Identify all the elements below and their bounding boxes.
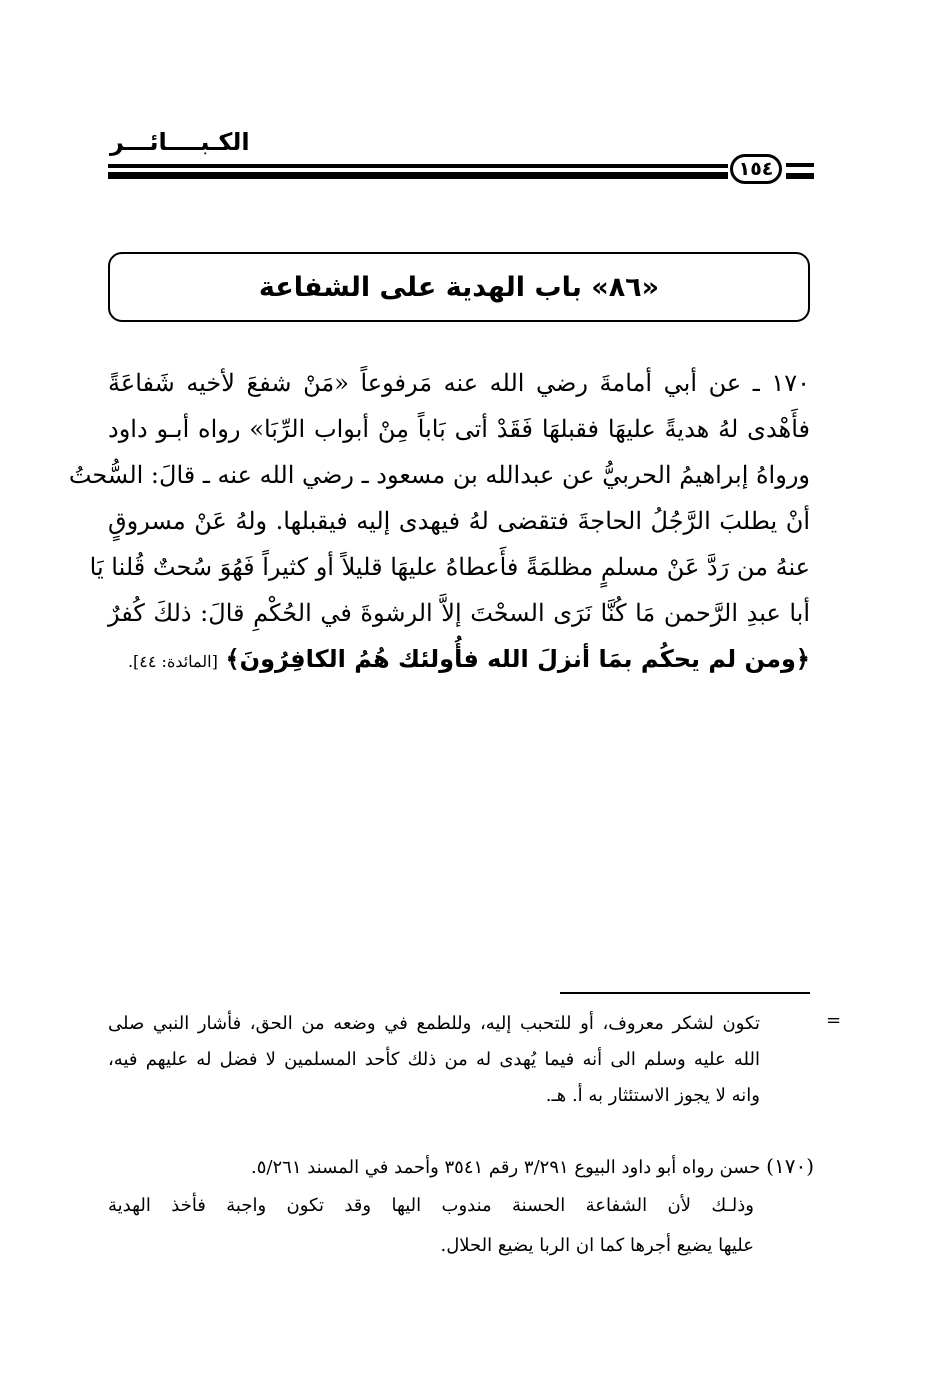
footnote-line: عليها يضيع أجرها كما ان الربا يضيع الحلال.: [440, 1235, 754, 1256]
hadith-line: فأَهْدى لهُ هديةً عليهَا فقبلهَا فَقَدْ أتى بَاباً مِنْ أبواب الرِّبَا» رواه أبـو داود: [108, 415, 810, 443]
footnote-continuation-mark: =: [826, 1010, 842, 1031]
header-rule-thick: [108, 172, 728, 179]
hadith-line: أنْ يطلبَ الرَّجُلُ الحاجةَ فتقضى لهُ فيهدى إليه فيقبلها. ولهُ عَنْ مسروقٍ: [108, 507, 810, 535]
header-rule-thin: [108, 164, 728, 168]
quran-reference: [المائدة: ٤٤].: [127, 652, 218, 671]
footnote-line: الله عليه وسلم الى أنه فيما يُهدى له من ذلك كأحد المسلمين لا فضل له عليهم فيه،: [108, 1049, 760, 1070]
chapter-heading: «٨٦» باب الهدية على الشفاعة: [258, 271, 660, 303]
footnote-line: [108, 1146, 814, 1186]
footnote-separator: [560, 992, 810, 994]
page-number-badge: [730, 154, 782, 184]
footnote-text: حسن رواه أبو داود البيوع ٣/٢٩١ رقم ٣٥٤١ وأحمد في المسند ٥/٢٦١.: [251, 1157, 761, 1178]
quran-verse-line: [108, 636, 810, 682]
hadith-line: ١٧٠ ـ عن أبي أمامةَ رضي الله عنه مَرفوعاً «مَنْ شفعَ لأخيه شَفاعَةً: [108, 369, 810, 397]
running-title: الكـبــــائـــر: [110, 128, 250, 156]
quran-verse: ﴿ومن لم يحكُم بمَا أنزلَ الله فأُولئك هُمُ الكافِرُونَ﴾: [225, 645, 810, 673]
hadith-line: عنهُ من رَدَّ عَنْ مسلمٍ مظلمَةً فأَعطاهُ عليهَا قليلاً أو كثيراً فَهُوَ سُحتٌ قُلنا يَا: [89, 553, 810, 581]
header-ornament-bar: [786, 163, 814, 167]
footnote-line: وذلـك لأن الشفاعة الحسنة مندوب اليها وقد تكون واجبة فأخذ الهدية: [108, 1195, 754, 1216]
footnote-line: وانه لا يجوز الاستئثار به أ. هـ.: [545, 1085, 760, 1106]
header-ornament-bar: [786, 173, 814, 179]
hadith-line: أبا عبدِ الرَّحمن مَا كُنَّا نَرَى السحْتَ إلاَّ الرشوةَ في الحُكْمِ قالَ: ذلكَ كُفرٌ: [108, 599, 810, 627]
hadith-text: [68, 360, 810, 682]
footnote-continued: [108, 1006, 760, 1114]
footnote-number: (١٧٠): [766, 1154, 814, 1178]
chapter-heading-box: [108, 252, 810, 322]
page-number: ١٥٤: [738, 157, 774, 180]
footnote-170: [108, 1146, 814, 1266]
footnote-line: تكون لشكر معروف، أو للتحبب إليه، وللطمع في وضعه من الحق، فأشار النبي صلى: [108, 1013, 760, 1034]
hadith-line: ورواهُ إبراهيمُ الحربيُّ عن عبدالله بن مسعود ـ رضي الله عنه ـ قالَ: السُّحتُ: [68, 461, 810, 489]
